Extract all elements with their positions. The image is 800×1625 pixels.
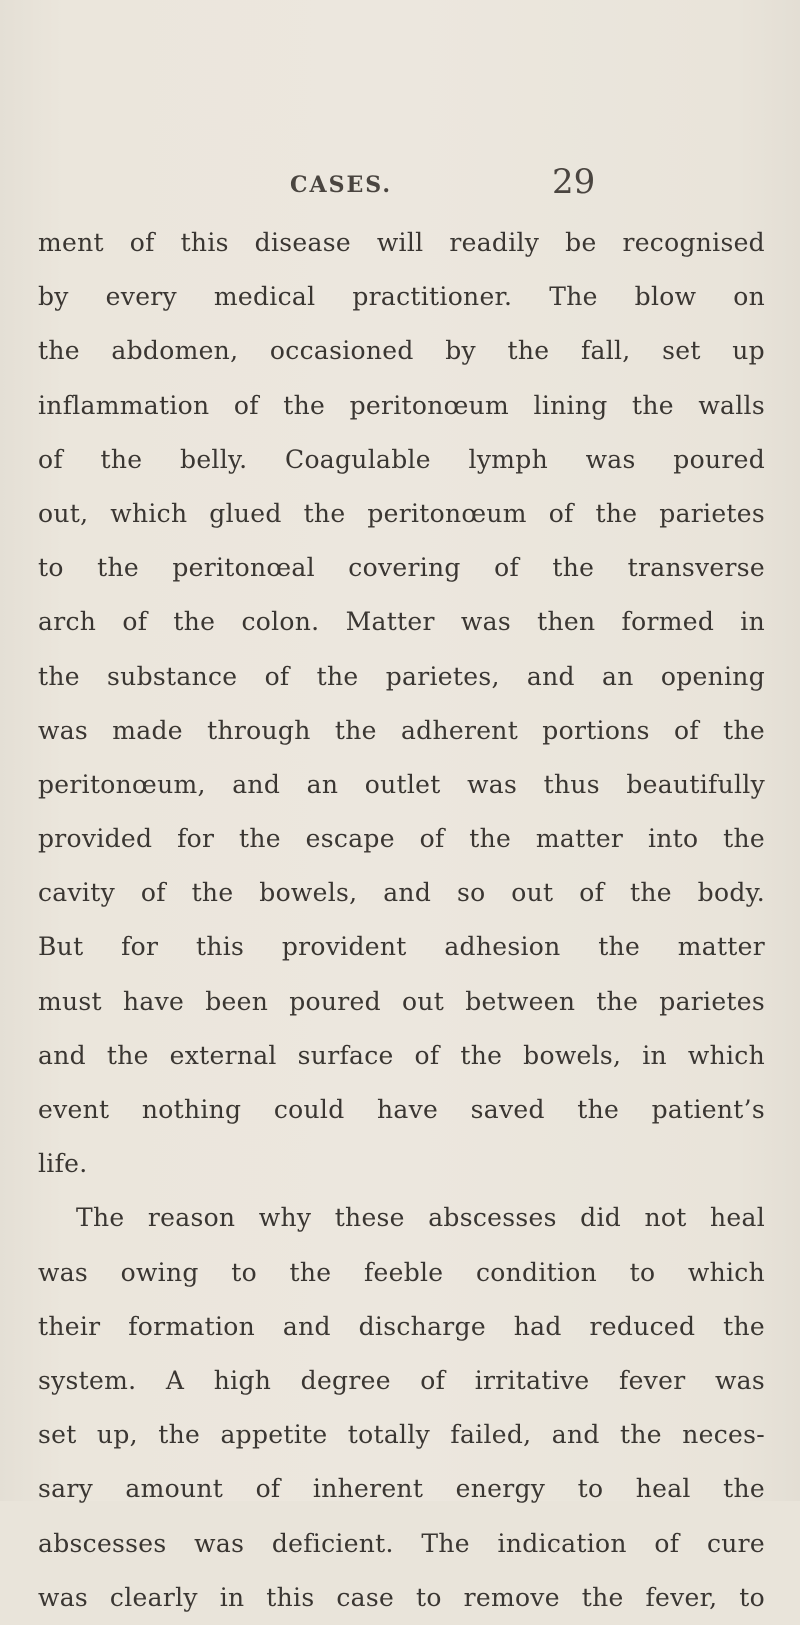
text-line: must have been poured out between the parietes: [38, 986, 765, 1016]
text-line: arch of the colon. Matter was then formed in: [38, 607, 765, 637]
text-line: abscesses was deficient. The indication of cure: [38, 1528, 765, 1558]
page-number: 29: [552, 162, 596, 202]
page-header: [0, 160, 800, 200]
text-line: was clearly in this case to remove the fever, to: [38, 1582, 765, 1612]
text-line: sary amount of inherent energy to heal the: [38, 1474, 765, 1504]
text-line: event nothing could have saved the patient’s: [38, 1095, 765, 1124]
text-line: But for this provident adhesion the matter: [38, 932, 765, 962]
running-head: CASES.: [290, 172, 392, 198]
text-line: system. A high degree of irritative fever was: [38, 1365, 765, 1395]
text-line: the substance of the parietes, and an opening: [38, 661, 765, 691]
text-line: was made through the adherent portions of the: [38, 715, 765, 745]
text-line: out, which glued the peritonœum of the parietes: [38, 498, 765, 528]
text-line: provided for the escape of the matter into the: [38, 824, 765, 854]
text-line: by every medical practitioner. The blow on: [38, 282, 765, 312]
text-line: peritonœum, and an outlet was thus beautifully: [38, 769, 765, 799]
text-line: The reason why these abscesses did not heal: [76, 1203, 765, 1233]
text-line: was owing to the feeble condition to which: [38, 1257, 765, 1287]
text-line: and the external surface of the bowels, in which: [38, 1040, 765, 1070]
text-line: ment of this disease will readily be recognised: [38, 228, 765, 257]
text-line: life.: [38, 1149, 88, 1179]
text-line: of the belly. Coagulable lymph was poured: [38, 444, 765, 474]
text-line: to the peritonœal covering of the transverse: [38, 553, 765, 583]
text-line: inflammation of the peritonœum lining the walls: [38, 390, 765, 420]
text-line: their formation and discharge had reduced the: [38, 1311, 765, 1341]
text-line: set up, the appetite totally failed, and the neces-: [38, 1420, 765, 1450]
body-text: [38, 216, 765, 1625]
text-line: the abdomen, occasioned by the fall, set up: [38, 336, 765, 366]
text-line: cavity of the bowels, and so out of the body.: [38, 878, 765, 908]
